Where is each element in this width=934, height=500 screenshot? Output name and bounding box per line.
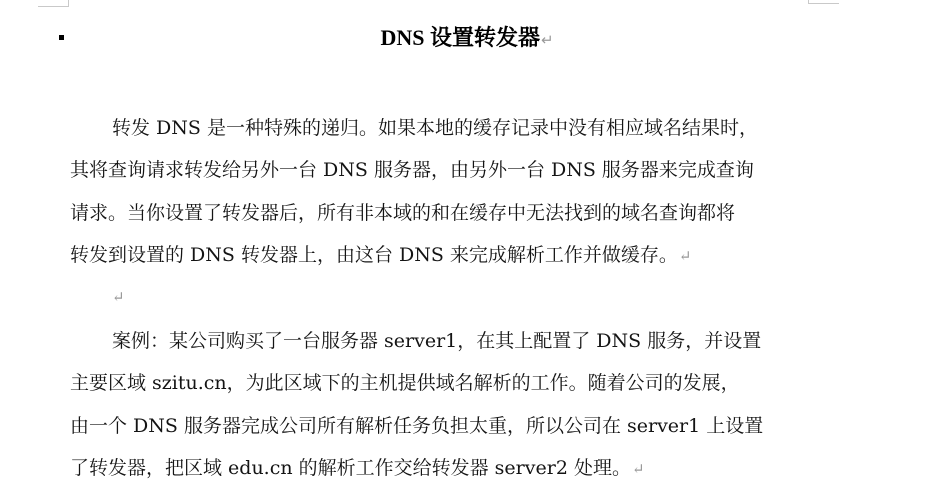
paragraph-2-line-4-text: 了转发器，把区域 edu.cn 的解析工作交给转发器 server2 处理。 (70, 457, 631, 479)
paragraph-1-line-4-text: 转发到设置的 DNS 转发器上，由这台 DNS 来完成解析工作并做缓存。 (70, 244, 678, 266)
paragraph-2-line-4[interactable] (70, 455, 645, 482)
paragraph-1-line-1[interactable]: 转发 DNS 是一种特殊的递归。如果本地的缓存记录中没有相应域名结果时， (112, 117, 758, 139)
paragraph-1-line-2[interactable]: 其将查询请求转发给另外一台 DNS 服务器，由另外一台 DNS 服务器来完成查询 (70, 159, 754, 181)
crop-mark-top-left (38, 0, 69, 7)
document-title-text: DNS 设置转发器 (380, 25, 540, 50)
paragraph-mark-icon: ↵ (540, 33, 554, 49)
paragraph-1-line-4[interactable] (70, 242, 692, 269)
paragraph-1-line-3[interactable]: 请求。当你设置了转发器后，所有非本域的和在缓存中无法找到的域名查询都将 (70, 202, 736, 224)
paragraph-2-line-3[interactable]: 由一个 DNS 服务器完成公司所有解析任务负担太重，所以公司在 server1 上设置 (70, 415, 764, 437)
paragraph-2-line-2[interactable]: 主要区域 szitu.cn，为此区域下的主机提供域名解析的工作。随着公司的发展， (70, 372, 740, 394)
crop-mark-top-right (808, 0, 839, 4)
empty-paragraph-mark-icon[interactable]: ↵ (112, 288, 125, 306)
paragraph-mark-icon: ↵ (631, 460, 645, 478)
paragraph-2-line-1[interactable]: 案例：某公司购买了一台服务器 server1，在其上配置了 DNS 服务，并设置 (112, 330, 762, 352)
paragraph-mark-icon: ↵ (678, 247, 692, 265)
document-title[interactable] (0, 22, 934, 57)
